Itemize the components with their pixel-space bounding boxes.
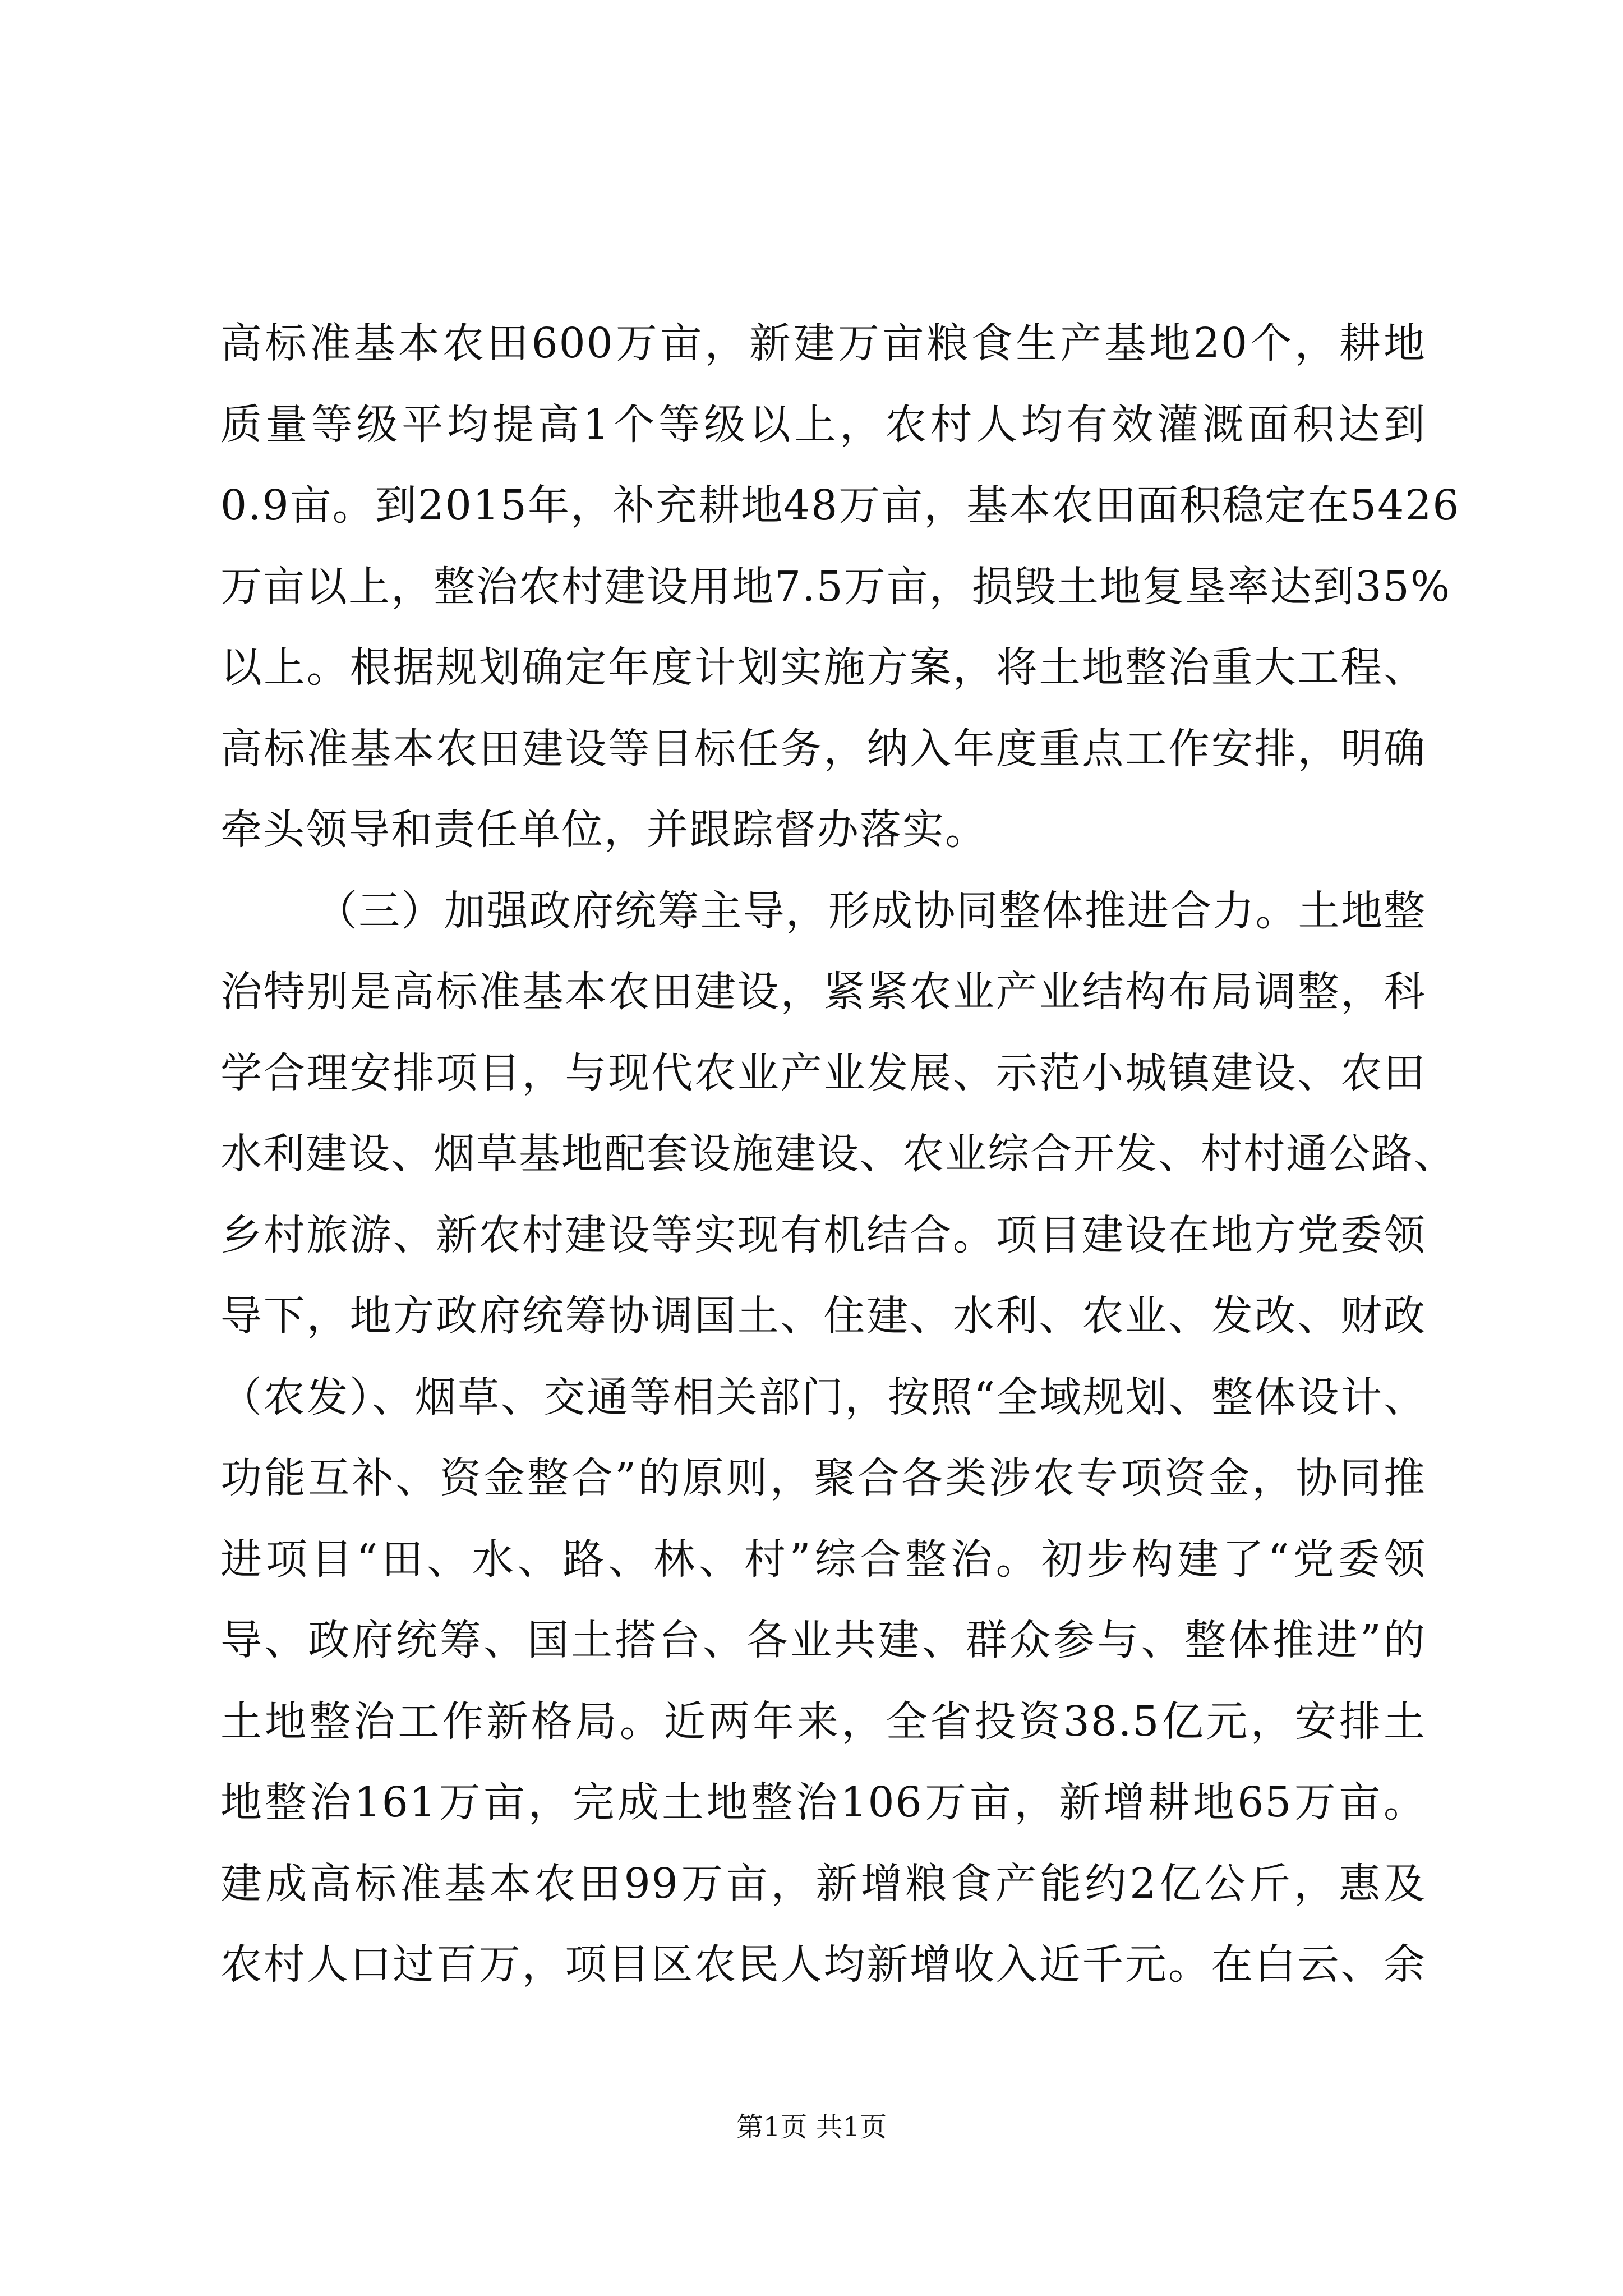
- text-line: 农村人口过百万，项目区农民人均新增收入近千元。在白云、余: [220, 1940, 1426, 1989]
- text-line: 建成高标准基本农田99万亩，新增粮食产能约2亿公斤，惠及: [220, 1859, 1426, 1908]
- paragraph-heading-line: （三）加强政府统筹主导，形成协同整体推进合力。土地整: [316, 886, 1426, 935]
- text-line: 牵头领导和责任单位，并跟踪督办落实。: [220, 806, 988, 854]
- text-line: （农发）、烟草、交通等相关部门，按照“全域规划、整体设计、: [220, 1373, 1426, 1421]
- text-line: 以上。根据规划确定年度计划实施方案，将土地整治重大工程、: [220, 643, 1426, 692]
- text-line: 高标准基本农田建设等目标任务，纳入年度重点工作安排，明确: [220, 724, 1426, 773]
- text-line: 土地整治工作新格局。近两年来，全省投资38.5亿元，安排土: [220, 1697, 1426, 1746]
- text-line: 质量等级平均提高1个等级以上，农村人均有效灌溉面积达到: [220, 400, 1426, 449]
- text-line: 进项目“田、水、路、林、村”综合整治。初步构建了“党委领: [220, 1535, 1426, 1584]
- page-number-footer: 第1页 共1页: [736, 2111, 887, 2143]
- text-line: 导、政府统筹、国土搭台、各业共建、群众参与、整体推进”的: [220, 1616, 1426, 1664]
- text-line: 高标准基本农田600万亩，新建万亩粮食生产基地20个，耕地: [220, 319, 1426, 367]
- text-line: 治特别是高标准基本农田建设，紧紧农业产业结构布局调整，科: [220, 968, 1426, 1016]
- text-line: 导下，地方政府统筹协调国土、住建、水利、农业、发改、财政: [220, 1292, 1426, 1340]
- text-line: 学合理安排项目，与现代农业产业发展、示范小城镇建设、农田: [220, 1048, 1426, 1097]
- text-line: 0.9亩。到2015年，补充耕地48万亩，基本农田面积稳定在5426: [220, 481, 1460, 530]
- text-line: 乡村旅游、新农村建设等实现有机结合。项目建设在地方党委领: [220, 1211, 1426, 1259]
- text-line: 功能互补、资金整合”的原则，聚合各类涉农专项资金，协同推: [220, 1454, 1426, 1502]
- body-text: [220, 303, 1460, 2005]
- text-line: 水利建设、烟草基地配套设施建设、农业综合开发、村村通公路、: [220, 1130, 1456, 1178]
- text-line: 地整治161万亩，完成土地整治106万亩，新增耕地65万亩。: [220, 1778, 1426, 1826]
- text-line: 万亩以上，整治农村建设用地7.5万亩，损毁土地复垦率达到35%: [220, 562, 1451, 611]
